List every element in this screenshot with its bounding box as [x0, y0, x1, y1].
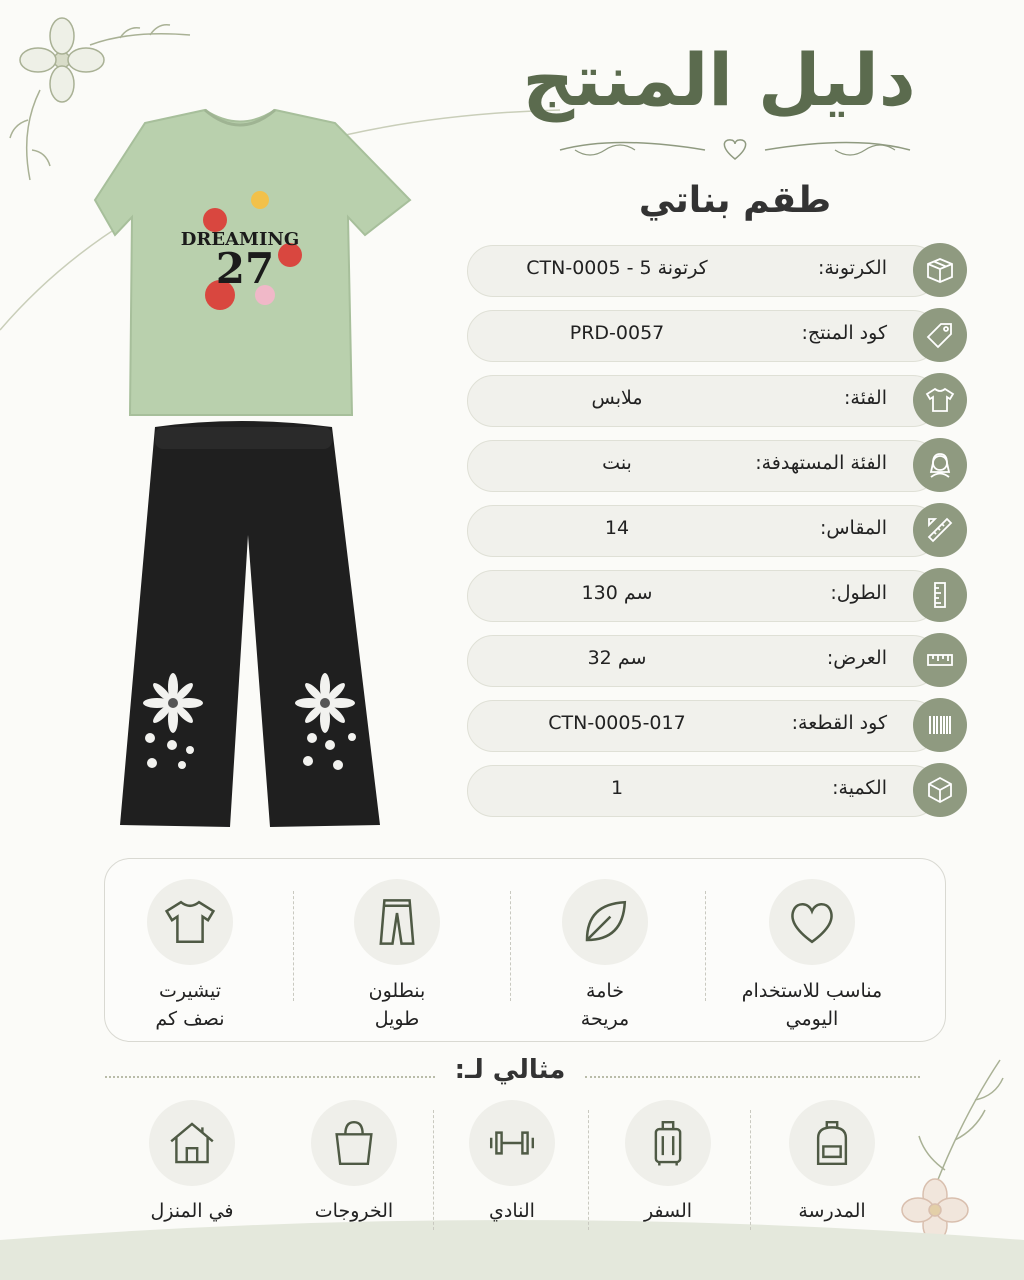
info-value: ملابس — [591, 387, 643, 409]
example-label: المدرسة — [798, 1200, 866, 1222]
pants-icon — [354, 879, 440, 965]
info-value: 32 سم — [587, 647, 647, 669]
info-label: كود القطعة: — [791, 712, 887, 734]
pants-illustration — [120, 421, 380, 827]
tag-icon — [913, 308, 967, 362]
feature-text: خامة مريحة — [580, 980, 630, 1030]
shirt-print-text: DREAMING — [180, 229, 300, 250]
feature-divider — [705, 891, 706, 1001]
example-label: النادي — [489, 1200, 535, 1222]
info-value: بنت — [602, 452, 632, 474]
features-box — [104, 858, 946, 1042]
info-label: كود المنتج: — [801, 322, 887, 344]
info-row-product-code — [467, 308, 967, 364]
tshirt-illustration — [95, 110, 410, 415]
product-subtitle: طقم بناتي — [638, 180, 832, 221]
example-divider — [750, 1110, 751, 1230]
info-row-width — [467, 633, 967, 689]
girl-icon — [913, 438, 967, 492]
tshirt-icon — [147, 879, 233, 965]
leaf-icon — [562, 879, 648, 965]
info-row-category — [467, 373, 967, 429]
feature-pants — [312, 879, 482, 1033]
examples-title: مثالي لـ: — [454, 1055, 566, 1085]
horizontal-ruler-icon — [913, 633, 967, 687]
ornament-divider — [555, 135, 915, 165]
info-label: الفئة المستهدفة: — [755, 452, 887, 474]
product-image — [90, 105, 420, 835]
example-label: السفر — [643, 1200, 693, 1222]
home-icon — [149, 1100, 235, 1186]
luggage-icon — [625, 1100, 711, 1186]
shopping-bag-icon — [311, 1100, 397, 1186]
feature-tshirt — [105, 879, 275, 1033]
info-value: CTN-0005 - كرتونة 5 — [526, 257, 708, 279]
info-label: المقاس: — [819, 517, 887, 539]
page-title: دليل المنتج — [522, 38, 916, 122]
info-row-size — [467, 503, 967, 559]
info-row-carton — [467, 243, 967, 299]
example-divider — [588, 1110, 589, 1230]
info-label: الكرتونة: — [817, 257, 887, 279]
examples-divider-right — [585, 1076, 920, 1078]
example-gym — [447, 1100, 577, 1222]
info-label: الفئة: — [843, 387, 887, 409]
barcode-icon — [913, 698, 967, 752]
dumbbell-icon — [469, 1100, 555, 1186]
heart-icon — [769, 879, 855, 965]
info-value: 130 سم — [581, 582, 653, 604]
feature-divider — [510, 891, 511, 1001]
info-row-quantity — [467, 763, 967, 819]
example-label: في المنزل — [150, 1200, 234, 1222]
info-row-length — [467, 568, 967, 624]
info-label: الكمية: — [832, 777, 887, 799]
info-label: الطول: — [830, 582, 887, 604]
shirt-print-number: 27 — [215, 244, 275, 293]
example-school — [767, 1100, 897, 1222]
ruler-pencil-icon — [913, 503, 967, 557]
example-outings — [289, 1100, 419, 1222]
example-travel — [603, 1100, 733, 1222]
info-row-target — [467, 438, 967, 494]
info-label: العرض: — [826, 647, 887, 669]
feature-fabric — [520, 879, 690, 1033]
vertical-ruler-icon — [913, 568, 967, 622]
feature-divider — [293, 891, 294, 1001]
example-label: الخروجات — [314, 1200, 394, 1222]
info-value: CTN-0005-017 — [548, 712, 686, 734]
cube-icon — [913, 763, 967, 817]
example-divider — [433, 1110, 434, 1230]
backpack-icon — [789, 1100, 875, 1186]
feature-text: بنطلون طويل — [368, 980, 426, 1030]
examples-divider-left — [105, 1076, 435, 1078]
example-home — [127, 1100, 257, 1222]
info-value: PRD-0057 — [569, 322, 665, 344]
info-row-piece-code — [467, 698, 967, 754]
info-value: 14 — [604, 517, 630, 539]
feature-daily-use — [727, 879, 897, 1033]
box-icon — [913, 243, 967, 297]
info-value: 1 — [610, 777, 624, 799]
feature-text: مناسب للاستخدام اليومي — [741, 980, 883, 1030]
tshirt-icon — [913, 373, 967, 427]
feature-text: تيشيرت نصف كم — [155, 980, 225, 1030]
